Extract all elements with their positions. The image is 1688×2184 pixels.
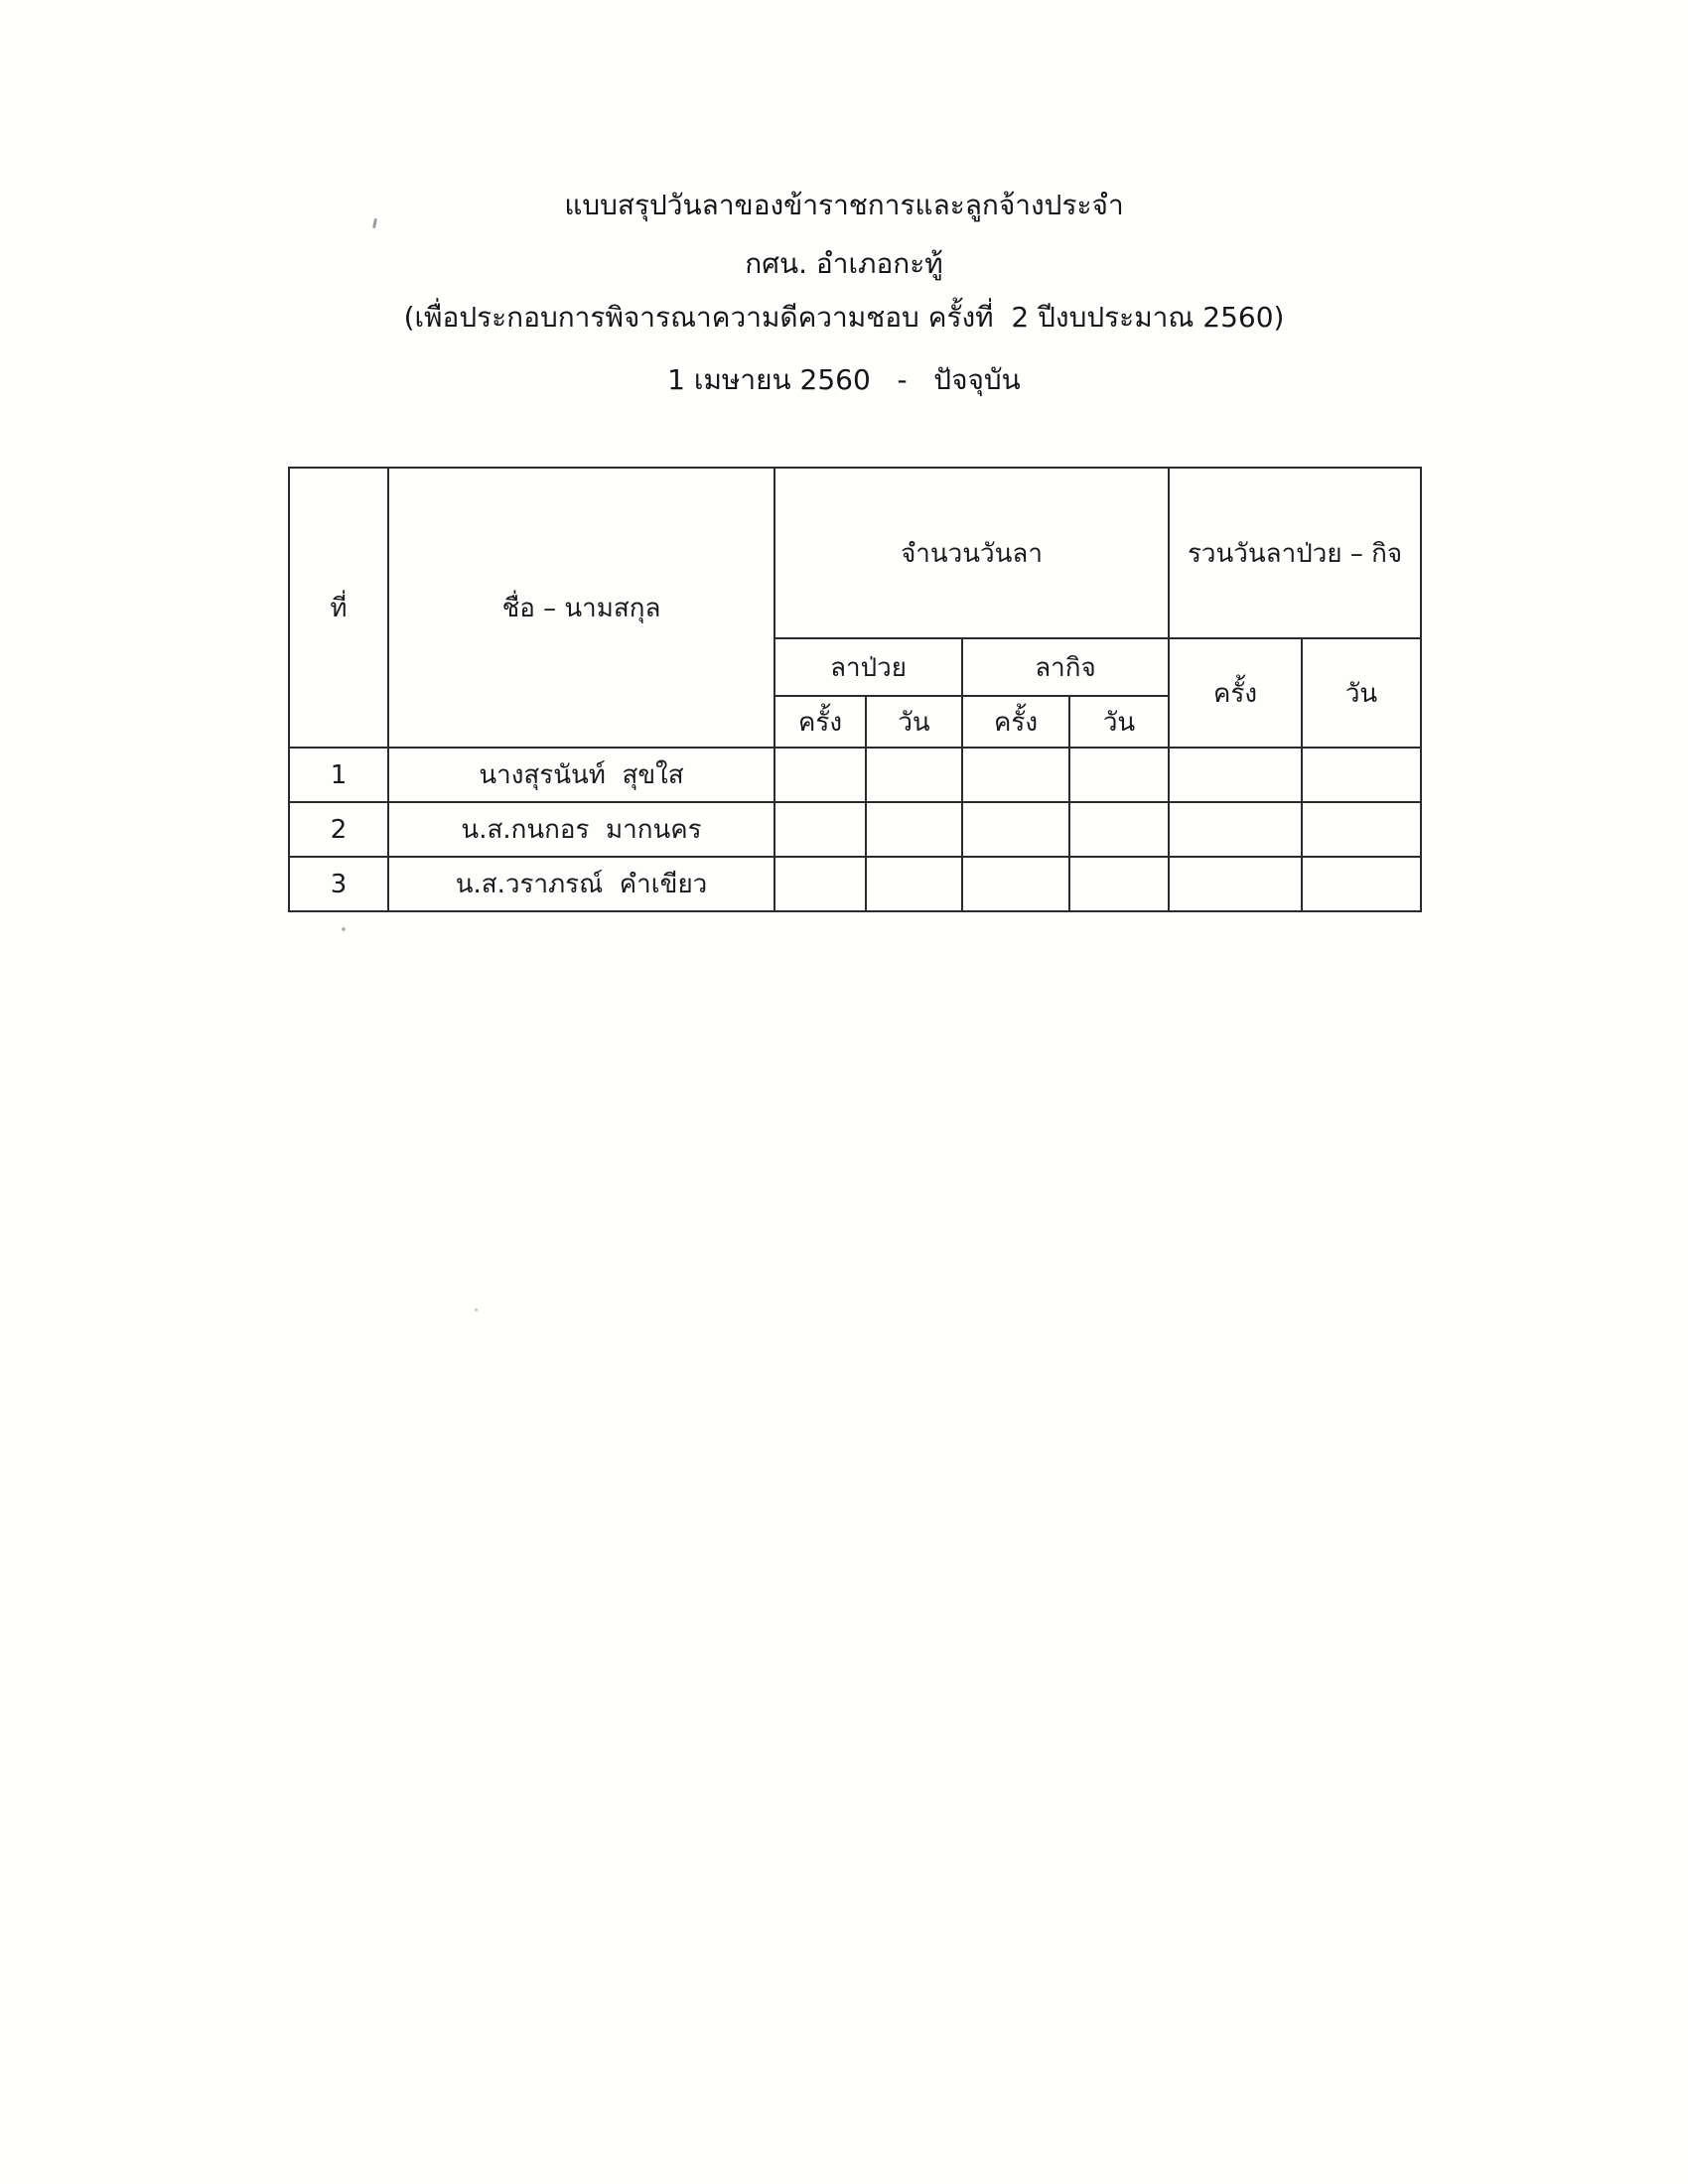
row-sick-days xyxy=(866,748,962,802)
row-no: 1 xyxy=(289,748,388,802)
table-row xyxy=(289,857,1421,911)
row-name: นางสุรนันท์ สุขใส xyxy=(388,748,774,802)
table-row xyxy=(289,748,1421,802)
col-header-sick-times: ครั้ง xyxy=(774,696,866,748)
row-no: 2 xyxy=(289,802,388,857)
doc-subtitle-purpose: (เพื่อประกอบการพิจารณาความดีความชอบ ครั้งที่ 2 ปีงบประมาณ 2560) xyxy=(403,301,1285,334)
row-personal-days xyxy=(1069,802,1169,857)
col-header-total-times: ครั้ง xyxy=(1169,638,1302,748)
leave-summary-table xyxy=(288,467,1422,912)
table-row xyxy=(289,802,1421,857)
col-group-leave-days: จำนวนวันลา xyxy=(774,468,1169,638)
col-header-total-days: วัน xyxy=(1302,638,1421,748)
row-personal-times xyxy=(962,802,1069,857)
row-sick-times xyxy=(774,748,866,802)
row-total-days xyxy=(1302,748,1421,802)
col-group-personal-leave: ลากิจ xyxy=(962,638,1169,696)
row-no: 3 xyxy=(289,857,388,911)
row-name: น.ส.กนกอร มากนคร xyxy=(388,802,774,857)
row-sick-days xyxy=(866,802,962,857)
col-group-sick-leave: ลาป่วย xyxy=(774,638,962,696)
row-sick-times xyxy=(774,802,866,857)
doc-date-range: 1 เมษายน 2560 - ปัจจุบัน xyxy=(667,363,1021,396)
row-total-times xyxy=(1169,802,1302,857)
row-sick-times xyxy=(774,857,866,911)
col-header-name: ชื่อ – นามสกุล xyxy=(388,468,774,748)
col-header-sick-days: วัน xyxy=(866,696,962,748)
scan-speck xyxy=(372,218,377,228)
row-total-times xyxy=(1169,857,1302,911)
row-personal-days xyxy=(1069,748,1169,802)
scan-speck xyxy=(342,927,346,931)
row-personal-days xyxy=(1069,857,1169,911)
row-name: น.ส.วราภรณ์ คำเขียว xyxy=(388,857,774,911)
doc-title: แบบสรุปวันลาของข้าราชการและลูกจ้างประจำ xyxy=(564,189,1124,221)
doc-subtitle-office: กศน. อำเภอกะทู้ xyxy=(745,247,943,280)
col-header-no: ที่ xyxy=(289,468,388,748)
row-total-days xyxy=(1302,802,1421,857)
row-sick-days xyxy=(866,857,962,911)
row-personal-times xyxy=(962,748,1069,802)
col-group-total-sick-personal: รวนวันลาป่วย – กิจ xyxy=(1169,468,1421,638)
row-total-days xyxy=(1302,857,1421,911)
col-header-personal-times: ครั้ง xyxy=(962,696,1069,748)
col-header-personal-days: วัน xyxy=(1069,696,1169,748)
row-total-times xyxy=(1169,748,1302,802)
row-personal-times xyxy=(962,857,1069,911)
scan-speck xyxy=(475,1308,478,1311)
